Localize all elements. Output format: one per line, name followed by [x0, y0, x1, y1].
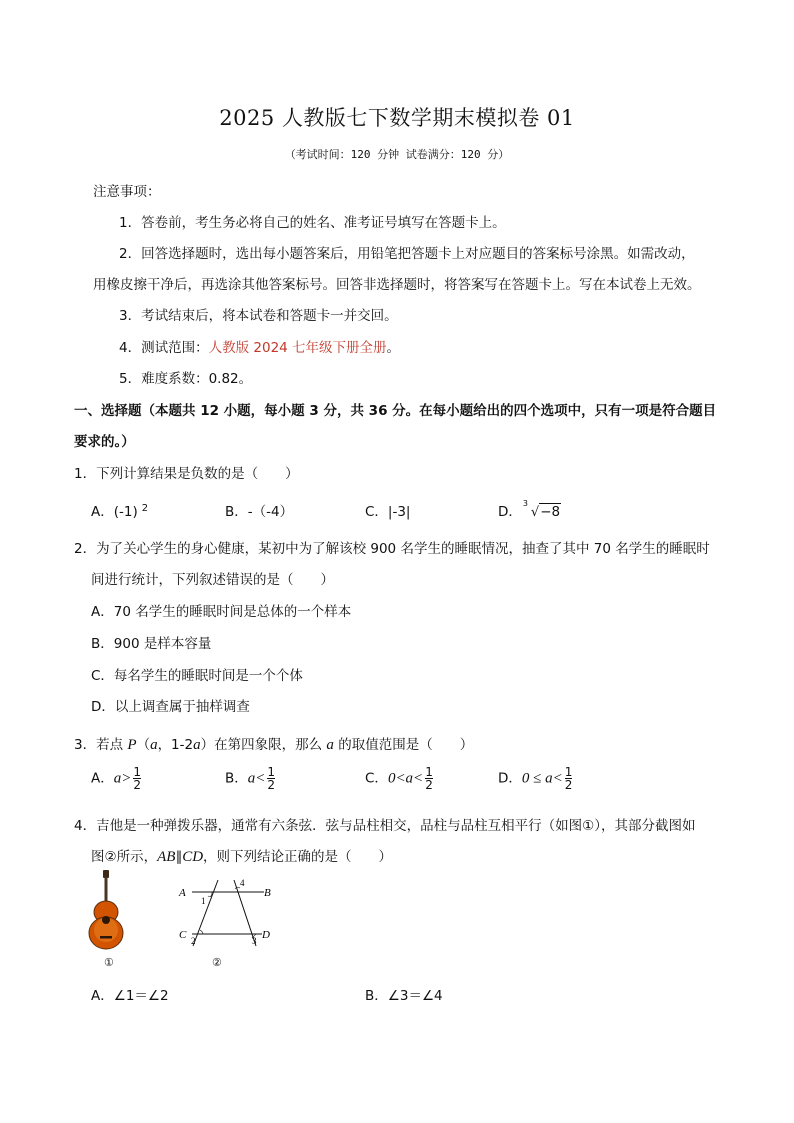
q3-stem-part: ，1-2 [157, 737, 194, 753]
q1-a-label: A．(-1) [91, 504, 138, 520]
q2-option-d: D．以上调查属于抽样调查 [91, 699, 250, 715]
frac-num: 1 [267, 765, 276, 779]
label-angle-1: 1 [201, 896, 206, 906]
q1-option-c: C．|-3| [365, 504, 411, 520]
q3-stem-part: （ [136, 737, 151, 753]
q3-option-c [365, 766, 433, 791]
frac-num: 1 [133, 765, 142, 779]
frac-den: 2 [133, 778, 142, 792]
transversal-left [193, 880, 218, 946]
q3-b-expr: a< [247, 770, 266, 787]
note-2b: 用橡皮擦干净后，再选涂其他答案标号。回答非选择题时，将答案写在答题卡上。写在本试卷上无效。 [93, 277, 701, 293]
q3-var-a: a [193, 737, 201, 753]
label-b: B [264, 887, 271, 899]
note-3: 3．考试结束后，将本试卷和答题卡一并交回。 [119, 308, 398, 324]
fraction-one-half [267, 766, 275, 791]
q3-b-label: B． [225, 770, 248, 787]
angle-1-arc [208, 892, 212, 897]
label-angle-3: 3 [252, 936, 257, 946]
q3-var-a: a [150, 737, 158, 753]
q4-stem-part: ，则下列结论正确的是（ ） [203, 849, 393, 865]
q3-option-d [498, 766, 572, 791]
q2-option-a: A．70 名学生的睡眠时间是总体的一个样本 [91, 604, 352, 620]
frac-den: 2 [564, 778, 573, 792]
q1-a-exponent: 2 [141, 502, 149, 514]
q3-var-a: a [326, 737, 334, 753]
q2-option-c: C．每名学生的睡眠时间是一个个体 [91, 668, 303, 684]
section-heading-line2: 要求的。） [74, 434, 135, 450]
q3-option-a [91, 766, 141, 791]
notes-heading: 注意事项： [93, 184, 161, 200]
q4-stem-part: 图②所示， [91, 849, 158, 865]
label-angle-2: 2 [191, 936, 196, 946]
note-2a: 2．回答选择题时，选出每小题答案后，用铅笔把答题卡上对应题目的答案标号涂黑。如需改动， [119, 246, 695, 262]
q3-stem-part: 的取值范围是（ ） [333, 737, 474, 753]
label-a: A [179, 887, 186, 899]
q4-stem-line1: 4．吉他是一种弹拨乐器，通常有六条弦．弦与品柱相交，品柱与品柱互相平行（如图①），其部分截图如 [74, 818, 696, 834]
guitar-soundhole [102, 916, 110, 924]
q1-stem: 1．下列计算结果是负数的是（ ） [74, 466, 299, 482]
note-1: 1．答卷前，考生务必将自己的姓名、准考证号填写在答题卡上。 [119, 215, 506, 231]
q1-option-a [91, 500, 148, 520]
figure-1-caption: ① [104, 956, 114, 969]
q3-var-p: P [127, 737, 137, 753]
section-heading-line1: 一、选择题（本题共 12 小题，每小题 3 分，共 36 分。在每小题给出的四个选项中，只有一项是符合题目 [74, 403, 717, 419]
page-title: 2025 人教版七下数学期末模拟卷 01 [219, 106, 575, 130]
note-5: 5．难度系数：0.82。 [119, 371, 253, 387]
note-4-prefix: 4．测试范围： [119, 340, 209, 356]
label-angle-4: 4 [240, 878, 245, 888]
q4-seg-ab: AB [157, 849, 176, 865]
frac-den: 2 [425, 778, 433, 792]
fraction-one-half [133, 766, 141, 791]
frac-den: 2 [267, 778, 276, 792]
q3-stem-part: 3．若点 [74, 737, 128, 753]
note-4 [119, 336, 400, 356]
q2-option-b: B．900 是样本容量 [91, 636, 212, 652]
frac-num: 1 [425, 765, 433, 779]
q3-c-expr: 0<a< [387, 770, 424, 787]
exam-subtitle: （考试时间：120 分钟 试卷满分：120 分） [284, 148, 510, 161]
q1-d-radicand: −8 [540, 504, 561, 520]
q3-d-label: D． [498, 770, 522, 787]
guitar-figure [84, 870, 128, 952]
radical-icon: √ [530, 505, 540, 520]
q1-option-b: B．-（-4） [225, 504, 294, 520]
guitar-bridge [100, 936, 112, 939]
q3-a-label: A． [91, 770, 114, 787]
q3-stem-part: ）在第四象限，那么 [200, 737, 327, 753]
q1-d-root-index: 3 [522, 499, 528, 508]
angle-2-arc [200, 930, 203, 934]
q3-stem [74, 733, 473, 754]
q3-c-label: C． [365, 770, 388, 787]
q4-stem-line2 [91, 845, 392, 866]
note-4-suffix: 。 [386, 340, 401, 356]
q4-option-b: B．∠3＝∠4 [365, 988, 443, 1004]
label-c: C [179, 929, 187, 941]
q3-a-expr: a> [113, 770, 132, 787]
q3-option-b [225, 766, 275, 791]
guitar-headstock [103, 870, 109, 878]
q3-d-expr: 0 ≤ a< [521, 770, 563, 787]
q1-d-label: D． [498, 504, 522, 520]
q2-stem-line1: 2．为了关心学生的身心健康，某初中为了解该校 900 名学生的睡眠情况，抽查了其中 70 名学生的睡眠时 [74, 541, 710, 557]
fraction-one-half [425, 766, 433, 791]
q1-option-d [498, 500, 561, 520]
label-d: D [262, 929, 270, 941]
frac-num: 1 [564, 765, 573, 779]
parallel-lines-figure [174, 874, 278, 950]
figure-2-caption: ② [212, 956, 222, 969]
q4-option-a: A．∠1＝∠2 [91, 988, 169, 1004]
parallel-symbol: ∥ [175, 849, 183, 865]
guitar-neck [105, 877, 108, 903]
q2-stem-line2: 间进行统计，下列叙述错误的是（ ） [91, 572, 334, 588]
note-4-scope: 人教版 2024 七年级下册全册 [208, 340, 387, 356]
q4-seg-cd: CD [182, 849, 204, 865]
fraction-one-half [565, 766, 573, 791]
